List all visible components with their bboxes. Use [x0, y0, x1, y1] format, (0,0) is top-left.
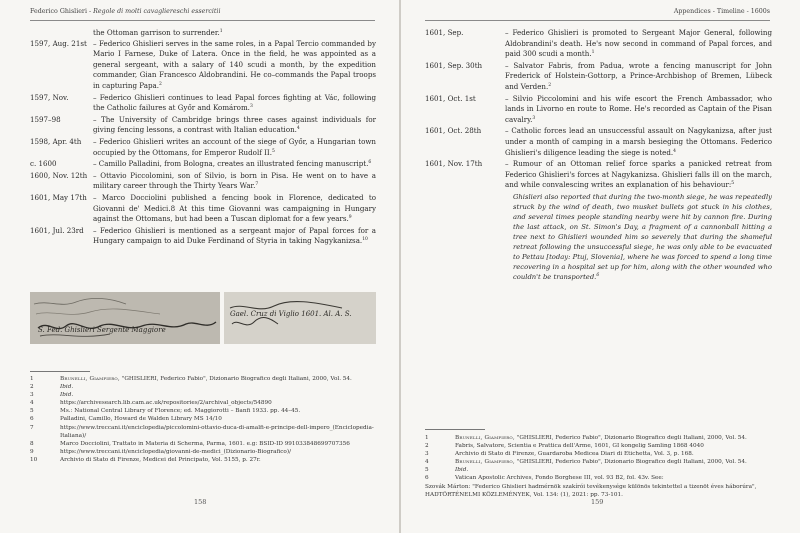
footnote-text: Marco Docciolini, Trattato in Materia di Scherma, Parma, 1601. e.g: BSID-ID 991033848699707356	[60, 440, 350, 447]
signature-photo-left	[30, 292, 220, 344]
footnote-number: 3	[30, 392, 34, 399]
footnote-number: 4	[30, 400, 34, 407]
footnote	[30, 424, 376, 440]
timeline-entry	[425, 28, 772, 60]
footnote-number: 10	[30, 456, 38, 463]
footnote-author: Brunelli, Giampiero,	[455, 435, 515, 441]
footnote-ref[interactable]: 10	[362, 237, 368, 243]
footnote	[30, 391, 376, 399]
entry-text: – Camillo Palladini, from Bologna, creates an illustrated fencing manuscript.	[93, 159, 369, 169]
footnote-text: Ms.: National Central Library of Florence; ed. Maggiorotti – Banfi 1933. pp. 44–45.	[60, 408, 301, 415]
footnote-rule	[30, 371, 90, 372]
footnote-number: 1	[425, 435, 429, 441]
timeline-entries	[30, 28, 376, 248]
header-rule	[425, 20, 770, 21]
page-number: 159	[591, 498, 604, 506]
entry-text: – Federico Ghislieri writes an account of the siege of Győr, a Hungarian town occupied by the Ottomans, for Emperor Rudolf II.	[93, 136, 376, 157]
entry-text: the Ottoman garrison to surrender.	[93, 28, 220, 37]
footnote-ref[interactable]: 3	[249, 104, 253, 110]
entry-text: – Federico Ghislieri serves in the same roles, in a Papal Tercio commanded by Mario I Farnese, Duke of Latera. Once in the field, he was appointed as a general sergeant, with a salary of 140 scudi a month, by the expedition commander, Gian Francesco Aldobrandini. He co–commands the Papal troops in capturing Papa.	[93, 38, 376, 90]
footnote	[30, 456, 376, 464]
footnote-ref[interactable]: 3	[532, 115, 536, 121]
right-page	[401, 0, 800, 533]
timeline-entry	[30, 28, 376, 39]
page-number: 158	[194, 498, 207, 506]
footnote-number: 6	[425, 475, 429, 482]
footnote-number: 7	[30, 424, 34, 431]
entry-text: – Silvio Piccolomini and his wife escort the French Ambassador, who lands in Livorno en route to Rome. He's recorded as Captain of the Pisan cavalry.	[505, 93, 772, 124]
footnote-text: Ibid.	[455, 467, 469, 474]
entry-date: 1601, Jul. 23rd	[30, 225, 84, 235]
timeline-entry	[425, 159, 772, 282]
footnote-number: 3	[425, 451, 429, 458]
footnote-number: 2	[425, 443, 429, 450]
entry-date: 1601, Sep. 30th	[425, 60, 483, 70]
footnote-number: 6	[30, 416, 34, 423]
footnote-text: Archivio di Stato di Firenze, Medicei del Principato, Vol. 5155, p. 27r.	[60, 456, 261, 463]
entry-date: 1601, May 17th	[30, 192, 87, 202]
footnote	[30, 375, 376, 383]
footnote-ref[interactable]: 6	[596, 272, 600, 278]
entry-date: 1598, Apr. 4th	[30, 136, 82, 146]
handwriting-image	[224, 292, 376, 344]
footnote-ref[interactable]: 1	[219, 29, 223, 34]
footnote-text: Archivio di Stato di Firenze, Guardaroba Medicea Diari di Etichetta, Vol. 3, p. 168.	[455, 451, 694, 458]
footnote-ref[interactable]: 2	[159, 81, 162, 87]
footnote-ref[interactable]: 1	[591, 50, 595, 56]
timeline-entry	[425, 126, 772, 158]
entry-text: – Rumour of an Ottoman relief force sparks a panicked retreat from Federico Ghislieri's forces at Nagykanizsa. Ghislieri falls ill on the march, and while convalescing writes an explanation of his behaviour:	[505, 159, 772, 190]
footnote	[30, 383, 376, 391]
footnote-ref[interactable]: 4	[673, 148, 677, 154]
footnote-number: 8	[30, 440, 34, 447]
timeline-entry	[30, 171, 376, 192]
footnote-text: Ibid.	[60, 392, 74, 399]
footnote	[30, 415, 376, 423]
footnote-ref[interactable]: 7	[255, 182, 259, 188]
entry-text: – Salvator Fabris, from Padua, wrote a fencing manuscript for John Frederick of Holstein-Gottorp, a Prince-Archbishop of Bremen, Lübeck and Verden.	[505, 60, 772, 91]
timeline-entry	[30, 93, 376, 114]
entry-date: 1597–98	[30, 114, 61, 124]
manuscript-signature-images	[30, 292, 376, 344]
entry-date: 1601, Oct. 1st	[425, 93, 476, 103]
entry-date: 1597, Aug. 21st	[30, 38, 87, 48]
footnote-author: Brunelli, Giampiero,	[60, 376, 120, 382]
footnote-text: Fabris, Salvatore, Scientia e Prattica dell'Arme, 1601, GI kongelig Samling 1868 4040	[455, 443, 704, 450]
entry-date: 1597, Nov.	[30, 92, 69, 102]
footnote-ref[interactable]: 6	[368, 160, 372, 166]
timeline-entry	[30, 115, 376, 136]
footnote-ref[interactable]: 5	[271, 148, 275, 154]
footnotes	[425, 434, 772, 499]
entry-text: – Marco Docciolini published a fencing book in Florence, dedicated to Giovanni de' Medici.8 At this time Giovanni was campaigning in Hungary against the Ottomans, but had been a Tuscan diplomat for a few years.	[93, 192, 376, 224]
footnote-text: Vatican Apostolic Archives, Fondo Borghese III, vol. 93 B2, fol. 43v. See:	[455, 475, 664, 482]
running-head: Appendices - Timeline - 1600s	[673, 8, 770, 15]
footnote-number: 5	[30, 408, 34, 415]
footnote-link[interactable]: https://www.treccani.it/enciclopedia/giovanni-de-medici_(Dizionario-Biografico)/	[60, 448, 291, 455]
footnote-text: "GHISLIERI, Federico Fabio", Dizionario Biografico degli Italiani, 2000, Vol. 54.	[514, 435, 747, 441]
footnote	[30, 448, 376, 456]
footnote	[30, 399, 376, 407]
left-page	[0, 0, 399, 533]
footnote	[425, 474, 772, 482]
footnote-link[interactable]: https://archivesearch.lib.cam.ac.uk/repositories/2/archival_objects/54890	[60, 400, 272, 407]
footnote-number: 5	[425, 467, 429, 474]
footnote-number: 1	[30, 376, 34, 382]
header-rule	[30, 20, 375, 21]
entry-text: – Catholic forces lead an unsuccessful assault on Nagykanizsa, after just under a month of camping in a marsh besieging the Ottomans. Federico Ghislieri's diligence leading the siege is noted.	[505, 126, 772, 157]
timeline-entry	[425, 61, 772, 93]
footnotes	[30, 375, 376, 464]
handwriting-image	[30, 292, 220, 344]
running-head	[30, 8, 220, 15]
footnote	[425, 458, 772, 466]
footnote-rule	[425, 429, 485, 430]
footnote	[425, 442, 772, 450]
footnote-number: 2	[30, 384, 34, 391]
timeline-entry	[30, 137, 376, 158]
timeline-entries	[425, 28, 772, 283]
footnote-link[interactable]: https://www.treccani.it/enciclopedia/piccolomini-ottavio-duca-di-amalfi-e-principe-dell-impero_(Enciclopedia-Italiana)/	[60, 424, 374, 439]
footnote-number: 4	[425, 459, 429, 466]
footnote-ref[interactable]: 9	[348, 215, 352, 221]
footnote-continuation: Szovák Márton: "Federico Ghislieri hadmérnök szakírói tevékenysége különös tekintettel a tizenöt éves háborúra", HADTÖRTÉNELMI KÖZLEMÉNYEK, Vol. 134: (1), 2021: pp. 73-101.	[425, 483, 757, 498]
running-head-title: Regole di molti cavagliereschi essercitii	[93, 8, 221, 15]
block-quote	[505, 192, 772, 282]
footnote	[425, 434, 772, 442]
entry-date: 1600, Nov. 12th	[30, 170, 88, 180]
footnote-text: Ibid.	[60, 384, 74, 391]
footnote-author: Brunelli, Giampiero,	[455, 459, 515, 466]
entry-text: – Federico Ghislieri continues to lead Papal forces fighting at Vác, following the Catholic failures at Győr and Komárom.	[93, 92, 376, 113]
entry-date: 1601, Oct. 28th	[425, 126, 482, 136]
entry-date: c. 1600	[30, 159, 57, 169]
timeline-entry	[30, 226, 376, 247]
footnote-ref[interactable]: 2	[548, 82, 552, 88]
timeline-entry	[30, 159, 376, 170]
signature-text-left: S. Fed. Ghislieri Sergente Maggiore	[38, 326, 166, 334]
timeline-entry	[30, 39, 376, 92]
entry-date: 1601, Nov. 17th	[425, 159, 483, 169]
timeline-entry	[30, 193, 376, 225]
quote-text: Ghislieri also reported that during the two-month siege, he was repeatedly struck by the wind of death, two musket bullets got stuck in his clothes, and several times people standing nearby were hit by cannon fire. During the last attack, on St. Simon's Day, a fragment of a cannonball hitting a tree next to Ghislieri wounded him so severely that during the shameful retreat following the unsuccessful siege, he was only able to be evacuated to Pettau [today: Ptuj, Slovenia], where he was forced to spend a long time recovering in a hospital set up for him, along with the other wounded who couldn't be transported.	[513, 192, 772, 281]
entry-date: 1601, Sep.	[425, 28, 464, 37]
timeline-entry	[425, 94, 772, 126]
running-head-author: Federico Ghislieri -	[30, 8, 94, 15]
footnote-ref[interactable]: 4	[296, 126, 300, 132]
entry-text: – Federico Ghislieri is mentioned as a sergeant major of Papal forces for a Hungary campaign to aid Duke Ferdinand of Styria in taking Nagykanizsa.	[93, 225, 376, 246]
entry-text: – Federico Ghislieri is promoted to Sergeant Major General, following Aldobrandini's death. He's now second in command of Papal forces, and paid 300 scudi a month.	[505, 28, 772, 59]
footnote-ref[interactable]: 5	[731, 181, 735, 187]
footnote-text: "GHISLIERI, Federico Fabio", Dizionario Biografico degli Italiani, 2000, Vol. 54.	[514, 459, 747, 466]
footnote	[30, 440, 376, 448]
footnote	[30, 407, 376, 415]
footnote	[425, 450, 772, 458]
footnote-text: Palladini, Camillo, Howard de Walden Library MS 14/10	[60, 416, 222, 423]
entry-text: – The University of Cambridge brings three cases against individuals for giving fencing lessons, a contrast with Italian education.	[93, 114, 376, 135]
signature-photo-right	[224, 292, 376, 344]
footnote-number: 9	[30, 448, 34, 455]
signature-text-right: Gael. Cruz di Viglio 1601. Al. A. S.	[230, 310, 352, 318]
footnote	[425, 466, 772, 474]
entry-text: – Ottavio Piccolomini, son of Silvio, is born in Pisa. He went on to have a military career through the Thirty Years War.	[93, 170, 376, 191]
footnote-text: "GHISLIERI, Federico Fabio", Dizionario Biografico degli Italiani, 2000, Vol. 54.	[119, 376, 352, 382]
